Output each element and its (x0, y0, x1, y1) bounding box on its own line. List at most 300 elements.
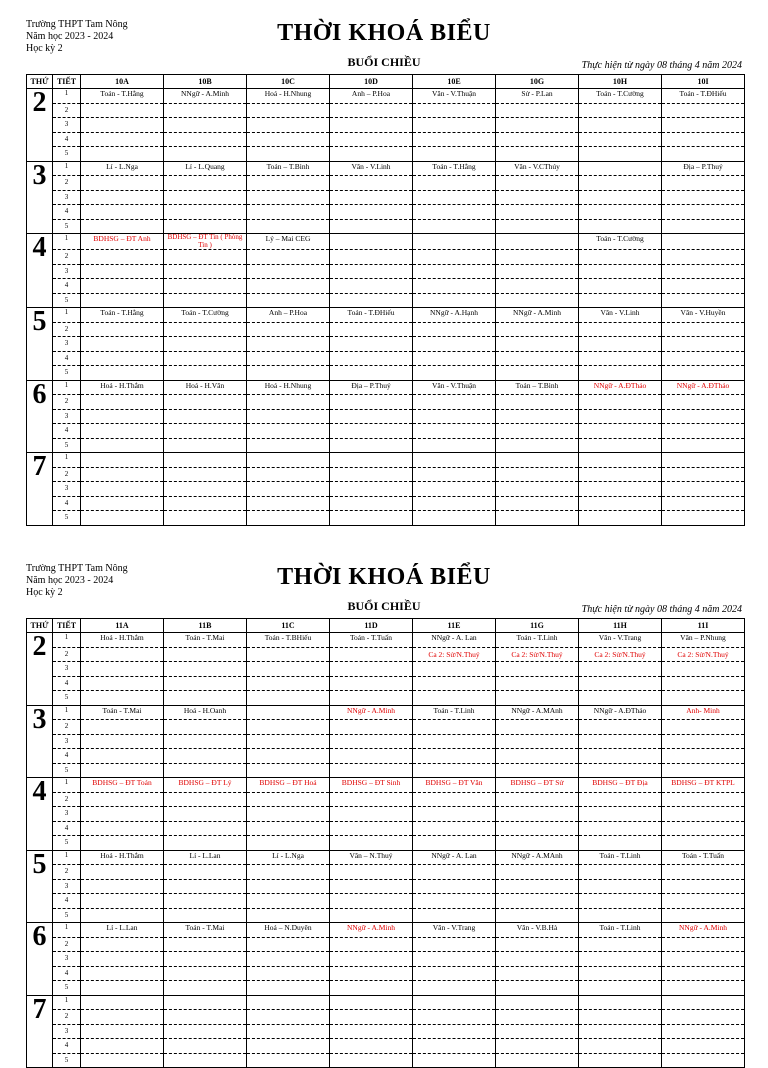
schedule-cell: Toán - T.BHiếu (247, 633, 330, 648)
schedule-cell (413, 176, 496, 191)
schedule-cell (413, 879, 496, 894)
schedule-cell (662, 821, 745, 836)
schedule-cell (496, 894, 579, 909)
schedule-cell (330, 438, 413, 453)
schedule-cell (496, 453, 579, 468)
schedule-cell (330, 190, 413, 205)
schedule-cell: Toán - T.Mai (164, 923, 247, 938)
schedule-cell (662, 337, 745, 352)
period-number: 1 (53, 89, 81, 104)
schedule-cell (662, 409, 745, 424)
schedule-cell (247, 132, 330, 147)
schedule-cell (579, 205, 662, 220)
schedule-cell (81, 219, 164, 234)
schedule-cell: Toán - T.Linh (496, 633, 579, 648)
col-header-period: TIẾT (53, 75, 81, 89)
schedule-cell (330, 1039, 413, 1054)
schedule-cell (413, 995, 496, 1010)
schedule-cell (579, 219, 662, 234)
schedule-cell (413, 952, 496, 967)
schedule-cell (164, 496, 247, 511)
schedule-cell (247, 118, 330, 133)
schedule-cell (579, 103, 662, 118)
table-row (27, 836, 745, 851)
schedule-cell (81, 264, 164, 279)
schedule-cell (496, 234, 579, 250)
schedule-cell (247, 836, 330, 851)
table-row (27, 995, 745, 1010)
schedule-cell (413, 205, 496, 220)
schedule-cell (81, 647, 164, 662)
schedule-cell (662, 103, 745, 118)
schedule-cell (496, 1039, 579, 1054)
schedule-cell (496, 865, 579, 880)
schedule-cell (164, 879, 247, 894)
schedule-cell (247, 966, 330, 981)
schedule-cell (496, 937, 579, 952)
schedule-cell (579, 467, 662, 482)
schedule-cell (164, 250, 247, 265)
schedule-cell (247, 322, 330, 337)
schedule-cell (662, 234, 745, 250)
schedule-cell (579, 691, 662, 706)
schedule-cell (330, 865, 413, 880)
schedule-cell (247, 734, 330, 749)
schedule-cell (496, 662, 579, 677)
schedule-cell (164, 395, 247, 410)
day-label: 4 (27, 234, 53, 308)
col-header-class: 11D (330, 619, 413, 633)
schedule-cell (413, 763, 496, 778)
period-number: 2 (53, 103, 81, 118)
schedule-cell (496, 132, 579, 147)
table-row (27, 161, 745, 176)
table-row (27, 633, 745, 648)
schedule-cell (496, 981, 579, 996)
schedule-cell (579, 1039, 662, 1054)
schedule-cell (330, 952, 413, 967)
schedule-cell (330, 424, 413, 439)
schedule-cell (579, 1010, 662, 1025)
period-number: 3 (53, 879, 81, 894)
schedule-cell (662, 807, 745, 822)
period-number: 5 (53, 836, 81, 851)
table-row (27, 337, 745, 352)
schedule-cell (330, 467, 413, 482)
schedule-cell (662, 366, 745, 381)
schedule-cell (81, 894, 164, 909)
period-number: 5 (53, 691, 81, 706)
table-row (27, 647, 745, 662)
schedule-cell (496, 205, 579, 220)
schedule-cell (579, 438, 662, 453)
schedule-cell (662, 147, 745, 162)
effective-date: Thực hiện từ ngày 08 tháng 4 năm 2024 (581, 604, 742, 615)
schedule-cell (662, 279, 745, 294)
schedule-cell (247, 894, 330, 909)
schedule-cell (413, 1053, 496, 1068)
schedule-cell (81, 676, 164, 691)
schedule-cell (164, 103, 247, 118)
table-row (27, 1024, 745, 1039)
schedule-cell (662, 351, 745, 366)
schedule-cell: NNgữ - A. Lan (413, 633, 496, 648)
schedule-cell (579, 118, 662, 133)
table-row (27, 734, 745, 749)
schedule-cell (330, 879, 413, 894)
schedule-cell (164, 511, 247, 526)
schedule-cell (662, 511, 745, 526)
schedule-cell: Hoá - H.Thắm (81, 380, 164, 395)
table-row (27, 366, 745, 381)
schedule-cell (330, 511, 413, 526)
schedule-cell (330, 662, 413, 677)
schedule-cell (164, 467, 247, 482)
schedule-cell (247, 705, 330, 720)
schedule-cell (164, 792, 247, 807)
period-number: 4 (53, 749, 81, 764)
period-number: 5 (53, 366, 81, 381)
schedule-cell (330, 995, 413, 1010)
schedule-cell (81, 1039, 164, 1054)
period-number: 1 (53, 850, 81, 865)
schedule-cell (164, 438, 247, 453)
table-row (27, 821, 745, 836)
schedule-cell (662, 219, 745, 234)
schedule-cell (81, 482, 164, 497)
schedule-cell (579, 147, 662, 162)
schedule-cell (662, 952, 745, 967)
schedule-cell: Toán - T.Hằng (81, 308, 164, 323)
schedule-cell: Văn - V.Thuận (413, 380, 496, 395)
schedule-cell (413, 264, 496, 279)
schedule-cell: NNgữ - A.ĐThảo (579, 705, 662, 720)
period-number: 5 (53, 438, 81, 453)
schedule-cell (164, 821, 247, 836)
schedule-cell: NNgữ - A. Lan (413, 850, 496, 865)
schedule-cell (579, 293, 662, 308)
schedule-cell (81, 147, 164, 162)
schedule-cell (413, 234, 496, 250)
schedule-cell (164, 482, 247, 497)
schedule-cell (662, 250, 745, 265)
schedule-cell (579, 662, 662, 677)
schedule-cell: Hoá - H.Vân (164, 380, 247, 395)
schedule-cell (81, 807, 164, 822)
schedule-cell: Anh – P.Hoa (330, 89, 413, 104)
schedule-cell (496, 749, 579, 764)
schedule-cell: BDHSG – ĐT Sinh (330, 778, 413, 793)
schedule-cell (413, 836, 496, 851)
schedule-cell: Lí - L.Lan (164, 850, 247, 865)
schedule-cell (81, 467, 164, 482)
day-label: 7 (27, 453, 53, 526)
schedule-cell: Hoá - H.Nhung (247, 89, 330, 104)
schedule-cell: Toán - T.Hằng (81, 89, 164, 104)
table-row (27, 409, 745, 424)
period-number: 4 (53, 676, 81, 691)
schedule-cell (413, 908, 496, 923)
table-row (27, 792, 745, 807)
schedule-cell (164, 424, 247, 439)
schedule-cell (164, 865, 247, 880)
schedule-cell: BDHSG – ĐT Anh (81, 234, 164, 250)
schedule-cell: BDHSG – ĐT Lý (164, 778, 247, 793)
semester: Học kỳ 2 (26, 587, 63, 598)
schedule-cell: Toán - T.ĐHiếu (330, 308, 413, 323)
schedule-cell (579, 1053, 662, 1068)
col-header-class: 10G (496, 75, 579, 89)
schedule-cell: BDHSG – ĐT Sử (496, 778, 579, 793)
schedule-cell (164, 1039, 247, 1054)
table-row (27, 308, 745, 323)
schedule-cell (247, 264, 330, 279)
schedule-cell (413, 118, 496, 133)
schedule-cell (413, 424, 496, 439)
schedule-cell (579, 720, 662, 735)
schedule-cell: BDHSG – ĐT Hoá (247, 778, 330, 793)
schedule-cell (81, 118, 164, 133)
schedule-cell (579, 351, 662, 366)
schedule-cell (413, 351, 496, 366)
schedule-cell (81, 176, 164, 191)
schedule-cell (579, 409, 662, 424)
schedule-cell (579, 337, 662, 352)
schedule-cell (579, 161, 662, 176)
schedule-cell (164, 337, 247, 352)
schedule-cell: Hoá – N.Duyên (247, 923, 330, 938)
schedule-cell (496, 1024, 579, 1039)
schedule-cell (81, 1010, 164, 1025)
col-header-class: 10B (164, 75, 247, 89)
schedule-cell: Toán – T.Bình (247, 161, 330, 176)
schedule-cell (164, 147, 247, 162)
col-header-class: 11A (81, 619, 164, 633)
schedule-cell: Ca 2: Sử/N.Thuý (662, 647, 745, 662)
period-number: 1 (53, 308, 81, 323)
schedule-cell (247, 467, 330, 482)
schedule-cell (413, 219, 496, 234)
period-number: 1 (53, 633, 81, 648)
page-title: THỜI KHOÁ BIỂU (277, 20, 491, 46)
col-header-class: 10H (579, 75, 662, 89)
schedule-cell (247, 279, 330, 294)
schedule-cell (81, 190, 164, 205)
schedule-cell (496, 720, 579, 735)
schedule-cell (247, 337, 330, 352)
schedule-cell (81, 966, 164, 981)
schedule-cell (496, 952, 579, 967)
schedule-cell (496, 176, 579, 191)
schedule-cell (662, 1010, 745, 1025)
schedule-cell (662, 865, 745, 880)
schedule-cell (164, 366, 247, 381)
col-header-day: THỨ (27, 619, 53, 633)
period-number: 3 (53, 807, 81, 822)
schedule-cell (164, 763, 247, 778)
schedule-cell (496, 734, 579, 749)
period-number: 5 (53, 147, 81, 162)
period-number: 1 (53, 453, 81, 468)
schedule-cell (247, 908, 330, 923)
effective-date: Thực hiện từ ngày 08 tháng 4 năm 2024 (581, 60, 742, 71)
schedule-cell (330, 908, 413, 923)
schedule-cell (662, 836, 745, 851)
schedule-cell (81, 337, 164, 352)
table-row (27, 293, 745, 308)
schedule-cell (164, 836, 247, 851)
schedule-cell (81, 438, 164, 453)
period-number: 2 (53, 792, 81, 807)
schedule-cell (662, 908, 745, 923)
schedule-cell (81, 749, 164, 764)
schedule-cell (413, 749, 496, 764)
table-row (27, 1039, 745, 1054)
schedule-cell: Hoá - H.Thắm (81, 633, 164, 648)
schedule-cell (413, 865, 496, 880)
schedule-cell (662, 118, 745, 133)
schedule-cell (247, 190, 330, 205)
schedule-cell (662, 467, 745, 482)
schedule-cell (81, 424, 164, 439)
schedule-cell (496, 995, 579, 1010)
schedule-cell (413, 496, 496, 511)
header-row (27, 619, 745, 633)
schedule-cell (579, 879, 662, 894)
schedule-cell (81, 995, 164, 1010)
schedule-cell (164, 676, 247, 691)
schedule-cell (330, 279, 413, 294)
schedule-cell (164, 1010, 247, 1025)
schedule-cell (330, 351, 413, 366)
schedule-cell (662, 676, 745, 691)
schedule-cell (662, 322, 745, 337)
schedule-cell: BDHSG – ĐT KTPL (662, 778, 745, 793)
schedule-cell (662, 937, 745, 952)
schedule-cell (81, 981, 164, 996)
schedule-cell (496, 807, 579, 822)
schedule-cell (164, 908, 247, 923)
day-label: 3 (27, 161, 53, 234)
schedule-cell: Ca 2: Sử/N.Thuý (413, 647, 496, 662)
schedule-cell: Văn - V.CThúy (496, 161, 579, 176)
header-row (27, 75, 745, 89)
schedule-cell (579, 937, 662, 952)
table-row (27, 937, 745, 952)
schedule-cell: BDHSG – ĐT Toán (81, 778, 164, 793)
period-number: 2 (53, 1010, 81, 1025)
schedule-cell (330, 250, 413, 265)
schedule-cell (496, 511, 579, 526)
schedule-cell (496, 219, 579, 234)
period-number: 2 (53, 467, 81, 482)
period-number: 3 (53, 734, 81, 749)
schedule-cell (662, 1053, 745, 1068)
schedule-cell (164, 749, 247, 764)
schedule-cell (247, 219, 330, 234)
schedule-cell (413, 511, 496, 526)
schedule-cell (662, 981, 745, 996)
schedule-cell (413, 691, 496, 706)
schedule-cell (164, 1053, 247, 1068)
schedule-cell (496, 279, 579, 294)
schedule-cell (330, 792, 413, 807)
table-row (27, 467, 745, 482)
schedule-cell (330, 264, 413, 279)
table-row (27, 778, 745, 793)
schedule-cell (413, 1024, 496, 1039)
session-subtitle: BUỔI CHIỀU (347, 55, 421, 69)
schedule-cell (330, 322, 413, 337)
schedule-cell (662, 995, 745, 1010)
schedule-cell (496, 190, 579, 205)
schedule-cell: NNgữ - A.Minh (164, 89, 247, 104)
schedule-cell (413, 409, 496, 424)
schedule-cell (579, 836, 662, 851)
schedule-cell (330, 409, 413, 424)
period-number: 3 (53, 337, 81, 352)
table-row (27, 496, 745, 511)
schedule-cell (164, 647, 247, 662)
schedule-cell (662, 482, 745, 497)
schedule-cell (413, 482, 496, 497)
schedule-cell: Lí - L.Nga (247, 850, 330, 865)
schedule-cell (662, 720, 745, 735)
schedule-cell (247, 763, 330, 778)
schedule-cell (247, 691, 330, 706)
schedule-cell (496, 1053, 579, 1068)
schedule-cell (247, 662, 330, 677)
schedule-cell (330, 763, 413, 778)
schedule-cell (164, 351, 247, 366)
schedule-cell: Toán - T.Tuấn (662, 850, 745, 865)
schedule-cell (247, 865, 330, 880)
schedule-cell (330, 807, 413, 822)
table-row (27, 89, 745, 104)
table-row (27, 691, 745, 706)
table-row (27, 879, 745, 894)
schedule-cell: Hoá - H.Oanh (164, 705, 247, 720)
schedule-cell (579, 322, 662, 337)
period-number: 2 (53, 250, 81, 265)
schedule-cell (413, 676, 496, 691)
schedule-cell (247, 366, 330, 381)
schedule-cell (662, 264, 745, 279)
period-number: 3 (53, 952, 81, 967)
schedule-cell: Lí - L.Nga (81, 161, 164, 176)
schedule-cell (247, 250, 330, 265)
schedule-cell (413, 279, 496, 294)
schedule-cell (81, 366, 164, 381)
schedule-cell (579, 496, 662, 511)
schedule-cell (247, 424, 330, 439)
table-row (27, 981, 745, 996)
period-number: 1 (53, 923, 81, 938)
period-number: 3 (53, 1024, 81, 1039)
schedule-cell (413, 293, 496, 308)
schedule-cell: Toán - T.Tuấn (330, 633, 413, 648)
schedule-cell (247, 879, 330, 894)
schedule-cell (662, 749, 745, 764)
schedule-cell (330, 676, 413, 691)
period-number: 4 (53, 894, 81, 909)
schedule-cell: Toán - T.Cường (579, 234, 662, 250)
schedule-cell (496, 676, 579, 691)
schedule-cell (496, 691, 579, 706)
schedule-cell: Toán - T.Mai (81, 705, 164, 720)
schedule-cell (81, 132, 164, 147)
schedule-cell (81, 952, 164, 967)
